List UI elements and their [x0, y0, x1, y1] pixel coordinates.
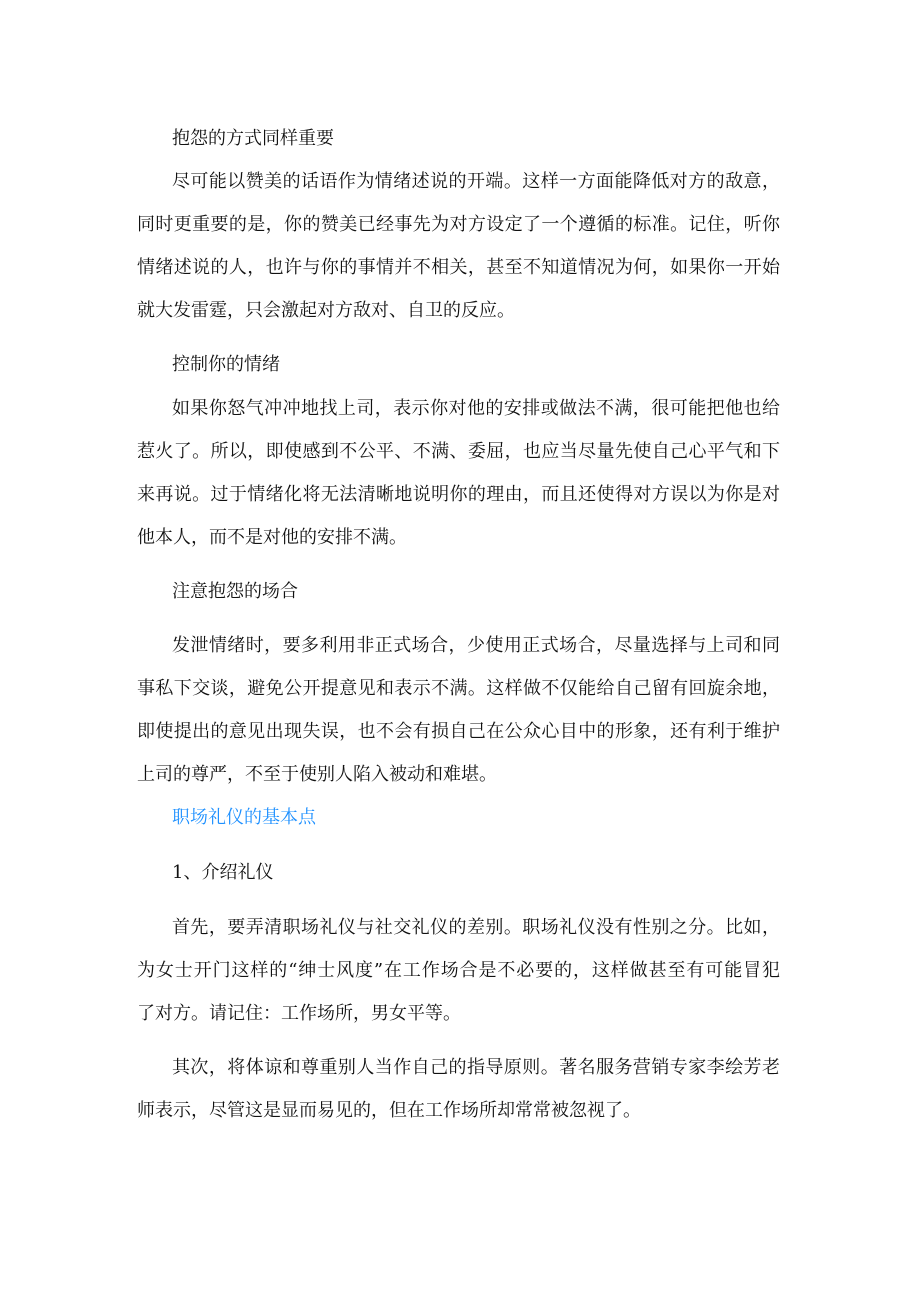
- text-line: 尽可能以赞美的话语作为情绪述说的开端。这样一方面能降低对方的敌意，: [172, 171, 780, 192]
- text-line: 惹火了。所以，即使感到不公平、不满、委屈，也应当尽量先使自己心平气和下: [137, 441, 780, 462]
- text-line: 了对方。请记住：工作场所，男女平等。: [137, 1003, 461, 1024]
- text-line: 他本人，而不是对他的安排不满。: [137, 527, 407, 548]
- text-line: 来再说。过于情绪化将无法清晰地说明你的理由，而且还使得对方误以为你是对: [137, 484, 780, 505]
- body-paragraph: [137, 624, 780, 796]
- body-paragraph: [137, 387, 780, 559]
- text-line: 如果你怒气冲冲地找上司，表示你对他的安排或做法不满，很可能把他也给: [172, 398, 780, 419]
- text-line: 上司的尊严，不至于使别人陷入被动和难堪。: [137, 764, 497, 785]
- text-line: 其次，将体谅和尊重别人当作自己的指导原则。著名服务营销专家李绘芳老: [172, 1057, 780, 1078]
- text-line: 抱怨的方式同样重要: [172, 128, 334, 149]
- text-line: 情绪述说的人，也许与你的事情并不相关，甚至不知道情况为何，如果你一开始: [137, 257, 780, 278]
- subheading: [137, 851, 780, 894]
- text-line: 即使提出的意见出现失误，也不会有损自己在公众心目中的形象，还有利于维护: [137, 721, 780, 742]
- body-paragraph: [137, 1046, 780, 1132]
- subheading: [137, 117, 780, 160]
- text-line: 控制你的情绪: [172, 354, 280, 375]
- text-line: 首先，要弄清职场礼仪与社交礼仪的差别。职场礼仪没有性别之分。比如，: [172, 917, 780, 938]
- text-line: 为女士开门这样的“绅士风度”在工作场合是不必要的，这样做甚至有可能冒犯: [137, 960, 780, 981]
- text-line: 发泄情绪时，要多利用非正式场合，少使用正式场合，尽量选择与上司和同: [172, 635, 780, 656]
- text-line: 注意抱怨的场合: [172, 581, 298, 602]
- text-line: 同时更重要的是，你的赞美已经事先为对方设定了一个遵循的标准。记住，听你: [137, 214, 780, 235]
- text-line: 1、介绍礼仪: [172, 862, 274, 883]
- text-line: 师表示，尽管这是显而易见的，但在工作场所却常常被忽视了。: [137, 1100, 641, 1121]
- section-heading: [137, 796, 780, 839]
- text-line: 职场礼仪的基本点: [172, 807, 316, 828]
- body-paragraph: [137, 906, 780, 1035]
- text-line: 就大发雷霆，只会激起对方敌对、自卫的反应。: [137, 300, 515, 321]
- text-line: 事私下交谈，避免公开提意见和表示不满。这样做不仅能给自己留有回旋余地，: [137, 678, 780, 699]
- subheading: [137, 343, 780, 386]
- subheading: [137, 570, 780, 613]
- body-paragraph: [137, 160, 780, 332]
